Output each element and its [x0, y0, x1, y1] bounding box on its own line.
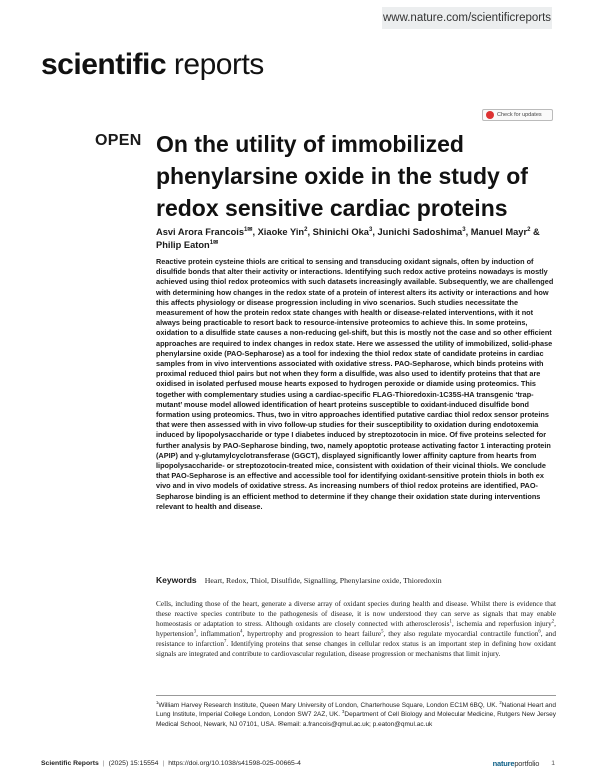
citation[interactable]: 6: [538, 629, 541, 635]
citation[interactable]: 2: [551, 619, 555, 625]
keywords-label: Keywords: [156, 575, 197, 585]
journal-name-regular: reports: [173, 48, 264, 81]
author-affiliation: 2: [527, 226, 531, 233]
journal-logo: [41, 48, 264, 82]
journal-url-tab[interactable]: [382, 7, 552, 29]
author-name[interactable]: Junichi Sadoshima: [377, 227, 463, 237]
author-name[interactable]: Philip Eaton: [156, 239, 210, 250]
author-affiliation: 1: [209, 239, 214, 246]
affiliations-footnote: $^1$William Harvey Research Institute, Queen Mary University of London, Charterhouse Square, London EC1M 6BQ, UK. $^2$National Heart and Lung Institute, Imperial College London, London SW7 2AZ, UK. $^3$Department of Cell Biology and Molecular Medicine, Rutgers New Jersey Medical School, Newark, NJ 07101, USA. ✉email: a.francois@qmul.ac.uk; p.eaton@qmul.ac.uk: [156, 699, 557, 728]
citation[interactable]: 5: [381, 629, 384, 635]
author-list: Asvi Arora Francois$^{1✉}$, Xiaoke Yin$^2$, Shinichi Oka$^3$, Junichi Sadoshima$^3$, Manuel Mayr$^2$ & Philip Eaton$^{1✉}$: [156, 226, 540, 250]
author-name[interactable]: Asvi Arora Francois: [156, 227, 245, 237]
email-icon: ✉: [247, 226, 253, 233]
corresponding-emails[interactable]: email: a.francois@qmul.ac.uk; p.eaton@qmul.ac.uk: [283, 720, 433, 728]
email-icon: ✉: [277, 720, 284, 728]
article-title: On the utility of immobilized phenylarsine oxide in the study of redox sensitive cardiac proteins: [156, 131, 528, 221]
citation[interactable]: 3: [193, 629, 197, 635]
journal-url[interactable]: www.nature.com/scientificreports: [382, 12, 552, 24]
citation[interactable]: 4: [240, 629, 243, 635]
author-affiliation: 2: [304, 226, 308, 233]
introduction-paragraph: Cells, including those of the heart, generate a diverse array of oxidant species during health and disease. Whilst there is evidence that these reactive species contribute to the pathogenesis of disease, it is now understood they can serve as signals that may enable homeostasis or adaptation to stress. Although oxidants are closely connected with atherosclerosis$^1$, ischemia and reperfusion injury$^2$, hypertension$^3$, inflammation$^4$, hypertrophy and progression to heart failure$^5$, they also regulate myocardial contractile function$^6$, and resistance to infarction$^7$. Identifying proteins that sense changes in cellular redox status is an important step in defining how oxidant signals are integrated and contribute to cardiovascular regulation, disease progression or mechanisms that limit injury.: [156, 599, 557, 659]
check-updates-label: Check for updates: [497, 112, 542, 118]
journal-name-bold: scientific: [41, 48, 167, 81]
check-for-updates-button[interactable]: [482, 109, 553, 121]
citation[interactable]: 1: [449, 619, 452, 625]
author-name[interactable]: Shinichi Oka: [312, 227, 369, 237]
footer-volume: (2025) 15:15554: [108, 759, 159, 767]
open-access-label: OPEN: [95, 132, 142, 149]
publisher-logo: natureportfolio: [492, 758, 540, 768]
keywords-list: Heart, Redox, Thiol, Disulfide, Signalling, Phenylarsine oxide, Thioredoxin: [204, 576, 442, 585]
author-affiliation: 3: [368, 226, 373, 233]
keywords: [156, 575, 556, 586]
author-name[interactable]: Manuel Mayr: [470, 227, 528, 237]
footer-doi-link[interactable]: https://doi.org/10.1038/s41598-025-00665-4: [168, 759, 301, 767]
page-footer: Scientific Reports | (2025) 15:15554 | https://doi.org/10.1038/s41598-025-00665-4 natureportfolio 1: [41, 758, 555, 768]
author-name[interactable]: Xiaoke Yin: [257, 227, 305, 237]
email-icon: ✉: [213, 239, 219, 246]
author-affiliation: 3: [462, 226, 466, 233]
footnote-divider: [156, 695, 556, 696]
author-affiliation: 1: [244, 226, 248, 233]
footer-journal: Scientific Reports: [41, 759, 99, 767]
check-updates-icon: [486, 111, 494, 119]
abstract: Reactive protein cysteine thiols are critical to sensing and transducing oxidant signals, often by induction of disulfide bonds that alter their activity or interactions. Identifying such redox active proteins nowadays is mostly achieved using thiol redox proteomics with such datasets increasingly available. Subsequently, we are challenged with determining how changes in the redox state of a protein of interest alters its activity or interactions and how this affects physiology or disease progression including in vivo scenarios. Such studies necessitate the measurement of how the protein redox state changes with health or disease-related interventions, with it not always being practicable to resort back to resource-intensive proteomics to achieve this. In some proteins, oxidation to a disulfide state causes a non-reducing gel-shift, but this is mostly not the case and so other efficient approaches are required to index changes in redox state. Here we assessed the utility of immobilized, solid-phase phenylarsine oxide (PAO-Sepharose) as a tool for indexing the thiol redox state of candidate proteins in cardiac samples from in vivo interventions associated with oxidative stress. PAO-Sepharose, which binds proteins with proximal reduced thiol pairs but not when they form a disulfide, was also used to identify proteins that that are oxidised in isolated perfused mouse hearts exposed to hydrogen peroxide or diamide using proteomics. This together with complementary studies using a cardiac-specific FLAG-Thioredoxin-1C35S-HA transgenic ‘trap-mutant’ mouse model allowed identification of heart proteins susceptible to oxidant-induced disulfide bond formation using proteomics. Thus, two in vitro approaches identified putative cardiac thiol redox sensor proteins that were then assessed with in vivo follow-up studies for their susceptibility to oxidation during endotoxemia induced by lipopolysaccharide or type I diabetes induced by streptozotocin in mice. Of five proteins selected for further analysis by PAO-Sepharose binding, two, namely apoptotic protease activating factor 1 interacting protein (APIP) and γ-glutamylcyclotransferase (GGCT), displayed significantly lower affinity capture from hearts from lipopolysaccharide- or streptozotocin-treated mice, consistent with oxidation of their vicinal thiols. We conclude that PAO-Sepharose is an effective and accessible tool for identifying oxidant-sensitive protein thiols in both ex vivo and in vivo models of oxidative stress. As increasing numbers of thiol redox proteins are identified, PAO-Sepharose binding is an efficient method to determine if they change their oxidation state during interventions relevant to health and disease.: [156, 257, 554, 511]
page-number: 1: [551, 759, 555, 767]
citation[interactable]: 7: [224, 639, 227, 645]
